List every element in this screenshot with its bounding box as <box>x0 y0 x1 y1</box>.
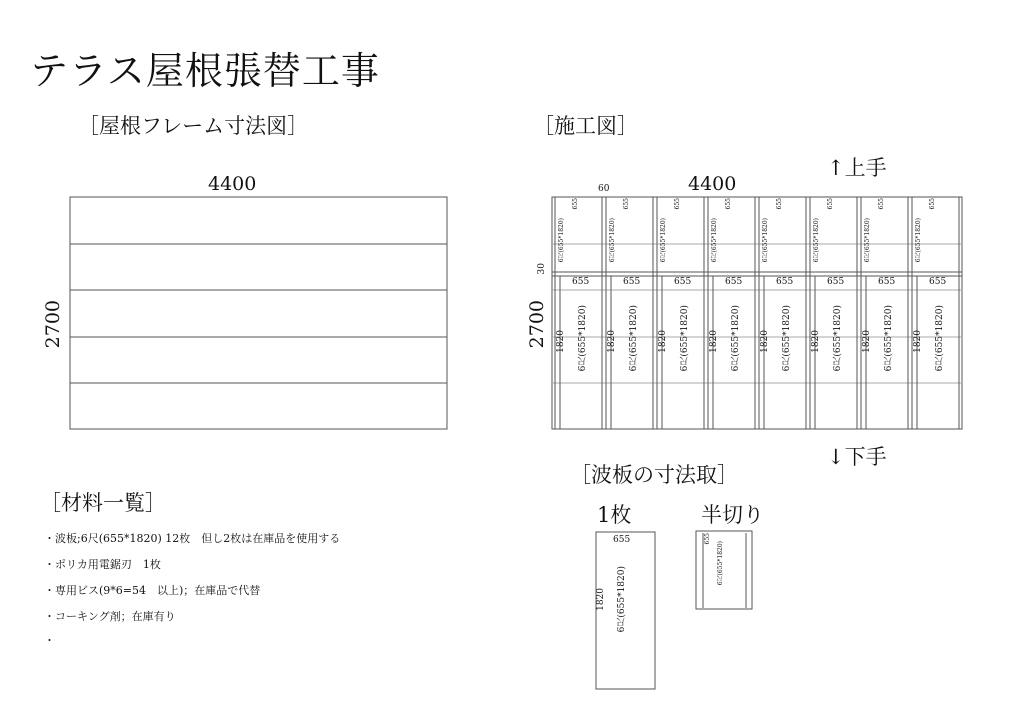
work-width-label: 4400 <box>688 173 737 195</box>
dim-60-label: 60 <box>598 184 610 194</box>
half-sheet-size: 6尺(655*1820) <box>717 541 724 586</box>
page-title: テラス屋根張替工事 <box>30 49 380 93</box>
sheet-size-label: 6尺(655*1820) <box>578 305 588 372</box>
upper-side-label: ↑上手 <box>827 156 887 180</box>
upper-sheet-size-label: 6尺(655*1820) <box>813 218 820 263</box>
sheet-length-label: 1820 <box>709 330 719 353</box>
sheet-size-label: 6尺(655*1820) <box>731 305 741 372</box>
upper-sheet-width-label: 655 <box>878 198 885 210</box>
sheet-size-label: 6尺(655*1820) <box>680 305 690 372</box>
frame-width-label: 4400 <box>208 173 257 195</box>
sheet-width-label: 655 <box>776 277 794 287</box>
frame-heading: ［屋根フレーム寸法図］ <box>78 114 309 138</box>
dim-30-label: 30 <box>537 263 547 275</box>
sheet-width-label: 655 <box>572 277 590 287</box>
sheet-width-label: 655 <box>827 277 845 287</box>
sheet-length-label: 1820 <box>862 330 872 353</box>
sheet-length-label: 1820 <box>913 330 923 353</box>
upper-sheet-width-label: 655 <box>827 198 834 210</box>
sheet-width-label: 655 <box>674 277 692 287</box>
sheet-size-label: 6尺(655*1820) <box>782 305 792 372</box>
sheet-size-label: 6尺(655*1820) <box>629 305 639 372</box>
materials-item: ・コーキング剤；在庫有り <box>44 610 176 623</box>
upper-sheet-width-label: 655 <box>776 198 783 210</box>
frame-height-label: 2700 <box>42 300 64 349</box>
sheet-length-label: 1820 <box>607 330 617 353</box>
upper-sheet-width-label: 655 <box>674 198 681 210</box>
sheet-size-label: 6尺(655*1820) <box>833 305 843 372</box>
upper-sheet-width-label: 655 <box>572 198 579 210</box>
materials-item: ・ポリカ用電鋸刃 1枚 <box>44 558 161 571</box>
sheet-heading: ［波板の寸法取］ <box>570 463 738 487</box>
materials-heading: ［材料一覧］ <box>40 491 166 515</box>
lower-side-label: ↓下手 <box>827 445 887 469</box>
full-sheet-size: 6尺(655*1820) <box>617 566 627 633</box>
upper-sheet-width-label: 655 <box>623 198 630 210</box>
upper-sheet-size-label: 6尺(655*1820) <box>609 218 616 263</box>
full-sheet-length: 1820 <box>596 588 606 611</box>
roof-frame-outline <box>70 197 447 429</box>
upper-sheet-width-label: 655 <box>929 198 936 210</box>
sheet-length-label: 1820 <box>760 330 770 353</box>
upper-sheet-size-label: 6尺(655*1820) <box>762 218 769 263</box>
sheet-width-label: 655 <box>623 277 641 287</box>
sheet-length-label: 1820 <box>811 330 821 353</box>
upper-sheet-size-label: 6尺(655*1820) <box>660 218 667 263</box>
sheet-size-label: 6尺(655*1820) <box>935 305 945 372</box>
materials-item: ・ <box>44 634 55 647</box>
materials-item: ・専用ビス(9*6=54 以上)；在庫品で代替 <box>44 584 261 597</box>
upper-sheet-size-label: 6尺(655*1820) <box>915 218 922 263</box>
sheet-width-label: 655 <box>725 277 743 287</box>
roof-frame-diagram <box>70 197 447 429</box>
upper-sheet-size-label: 6尺(655*1820) <box>558 218 565 263</box>
work-height-label: 2700 <box>526 300 548 349</box>
full-sheet-label: 1枚 <box>597 503 632 527</box>
sheet-size-label: 6尺(655*1820) <box>884 305 894 372</box>
materials-item: ・波板;6尺(655*1820) 12枚 但し2枚は在庫品を使用する <box>44 532 341 545</box>
upper-sheet-size-label: 6尺(655*1820) <box>711 218 718 263</box>
upper-sheet-width-label: 655 <box>725 198 732 210</box>
sheet-length-label: 1820 <box>556 330 566 353</box>
full-sheet-width: 655 <box>613 535 631 545</box>
sheet-width-label: 655 <box>929 277 947 287</box>
half-sheet-label: 半切り <box>701 503 764 527</box>
half-sheet-width: 655 <box>704 533 711 545</box>
sheet-length-label: 1820 <box>658 330 668 353</box>
upper-sheet-size-label: 6尺(655*1820) <box>864 218 871 263</box>
work-heading: ［施工図］ <box>533 114 638 138</box>
sheet-width-label: 655 <box>878 277 896 287</box>
